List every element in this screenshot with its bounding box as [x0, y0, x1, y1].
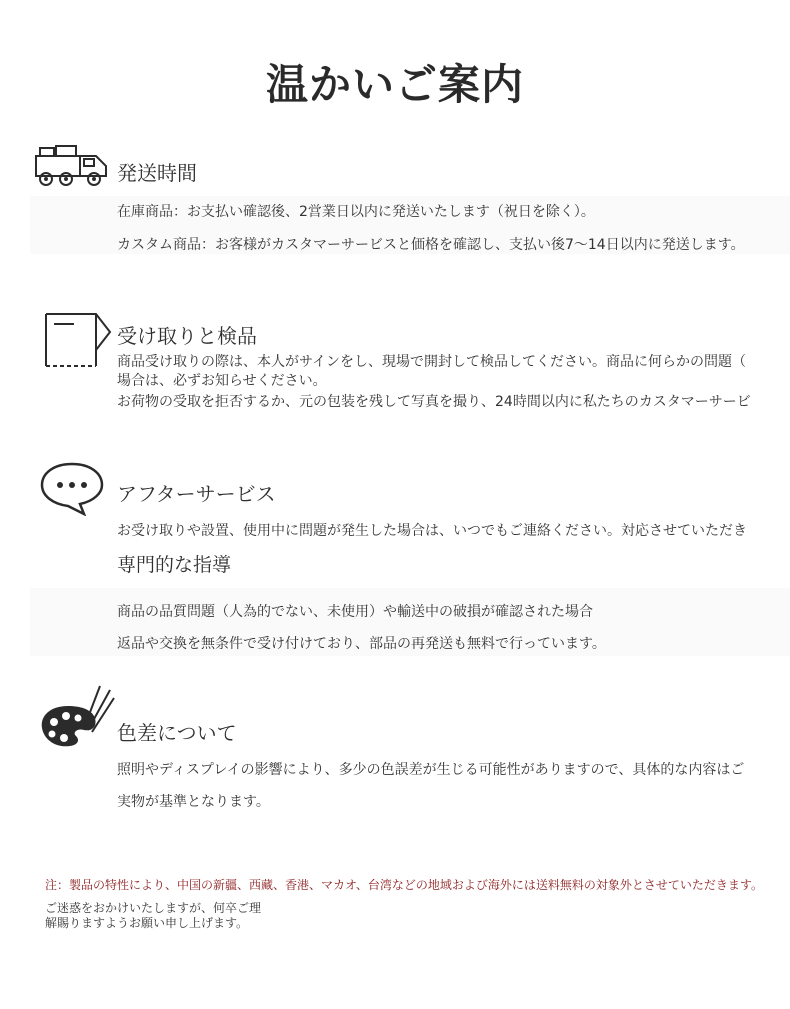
apology-note: [45, 901, 261, 931]
after-service-line-1: お受け取りや設置、使用中に問題が発生した場合は、いつでもご連絡ください。対応させていただき: [117, 523, 747, 539]
truck-icon: [34, 144, 114, 188]
guidance-line-2: 返品や交換を無条件で受け付けており、部品の再発送も無料で行っています。: [117, 636, 606, 652]
speech-bubble-icon: [40, 460, 106, 516]
receipt-heading: 受け取りと検品: [117, 324, 257, 348]
box-icon: [40, 306, 112, 370]
receipt-line-1: 商品受け取りの際は、本人がサインをし、現場で開封して検品してください。商品に何らかの問題（: [117, 354, 747, 370]
color-line-1: 照明やディスプレイの影響により、多少の色誤差が生じる可能性がありますので、具体的な内容はご: [117, 762, 745, 778]
guidance-line-1: 商品の品質問題（人為的でない、未使用）や輸送中の破損が確認された場合: [117, 604, 593, 620]
receipt-line-3: お荷物の受取を拒否するか、元の包装を残して写真を撮り、24時間以内に私たちのカスタマーサービ: [117, 394, 751, 410]
shipping-line-2: カスタム商品：お客様がカスタマーサービスと価格を確認し、支払い後7〜14日以内に発送します。: [117, 237, 745, 253]
shipping-heading: 発送時間: [117, 161, 197, 185]
receipt-line-2: 場合は、必ずお知らせください。: [117, 373, 327, 389]
color-line-2: 実物が基準となります。: [117, 794, 270, 810]
apology-line-2: 解賜りますようお願い申し上げます。: [45, 916, 249, 930]
palette-icon: [38, 684, 116, 754]
after-service-heading: アフターサービス: [117, 482, 276, 506]
color-heading: 色差について: [117, 721, 237, 745]
shipping-exclusion-note: 注：製品の特性により、中国の新疆、西藏、香港、マカオ、台湾などの地域および海外には送料無料の対象外とさせていただきます。: [45, 878, 763, 892]
shipping-line-1: 在庫商品：お支払い確認後、2営業日以内に発送いたします（祝日を除く）。: [117, 204, 595, 220]
guidance-heading: 専門的な指導: [117, 554, 232, 576]
page-title: 温かいご案内: [265, 60, 524, 109]
apology-line-1: ご迷惑をおかけいたしますが、何卒ご理: [45, 901, 262, 915]
